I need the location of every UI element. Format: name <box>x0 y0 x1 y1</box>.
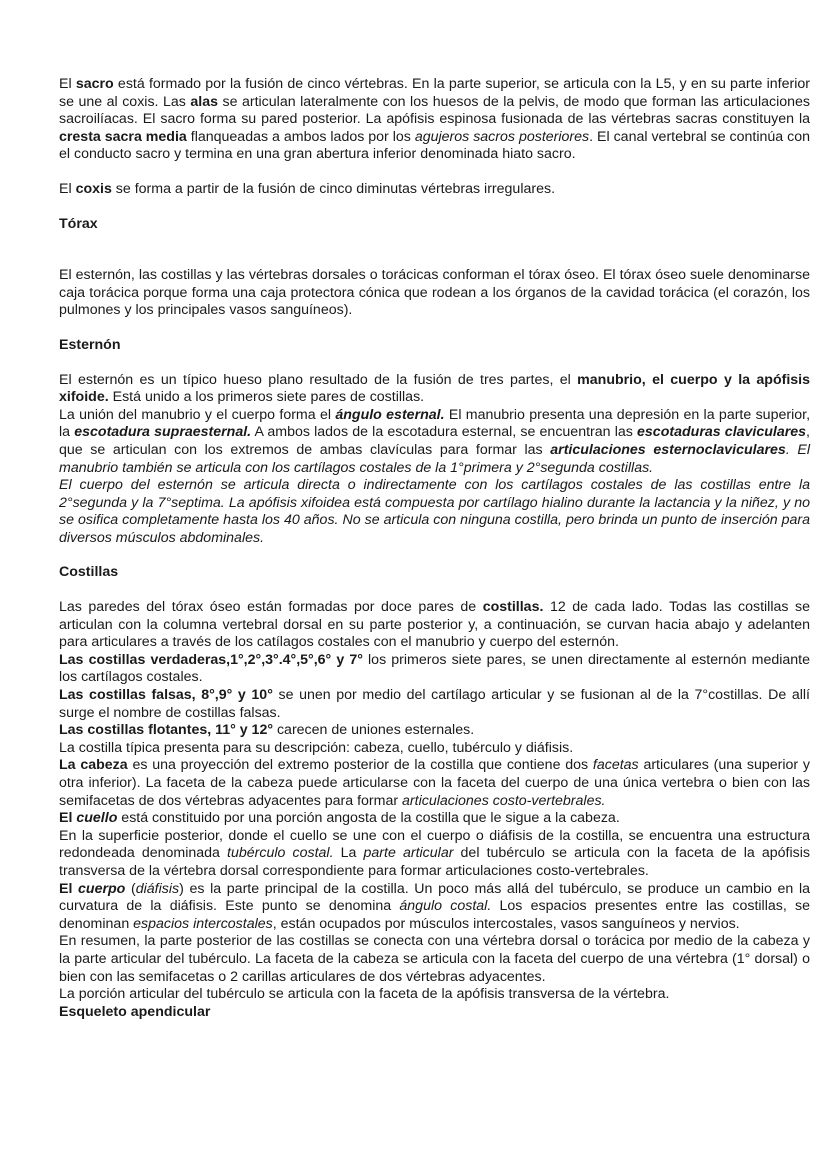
term-parte-articular: parte articular <box>363 845 454 862</box>
text: Está unido a los primeros siete pares de costillas. <box>108 389 425 406</box>
heading-esternon: Esternón <box>59 336 121 353</box>
term-costillas-flotantes: Las costillas flotantes, 11° y 12° <box>59 722 274 739</box>
text-bold: El <box>59 880 79 897</box>
text: está formado por la fusión de cinco vértebras. En la parte superior, se articula con la L5, y en su parte inferior se une al coxis. Las <box>59 76 810 110</box>
term-facetas: facetas <box>592 757 639 774</box>
paragraph-torax: El esternón, las costillas y las vértebras dorsales o torácicas conforman el tórax óseo. El tórax óseo suele denominarse caja torácica porque forma una caja protectora cónica que rodean a los órganos de la cavidad torácica (el corazón, los pulmones y los principales vasos sanguíneos). <box>59 267 810 319</box>
term-costillas: costillas. <box>482 599 544 616</box>
text: ( <box>125 880 136 897</box>
term-tuberculo-costal: tubérculo costal. <box>227 845 334 862</box>
term-coxis: coxis <box>75 180 112 197</box>
paragraph-cuerpo <box>59 881 810 934</box>
term-costillas-falsas: Las costillas falsas, 8°,9° y 10° <box>59 687 273 704</box>
heading-torax: Tórax <box>59 215 98 232</box>
paragraph-esternon-3 <box>59 477 810 547</box>
text: 12 de cada lado. Todas las costillas se articulan con la columna vertebral dorsal en su parte posterior y, a continuación, se curvan hacia abajo y adelanten para articulares a través de los catílagos costales con el manubrio y cuerpo del esternón. <box>59 599 810 651</box>
term-agujeros-sacros: agujeros sacros posteriores <box>414 128 590 145</box>
term-cuerpo: cuerpo <box>78 880 126 897</box>
term-angulo-esternal: ángulo esternal. <box>335 406 445 423</box>
term-articulaciones-costo-vertebrales: articulaciones costo-vertebrales. <box>402 792 606 809</box>
term-cabeza: La cabeza <box>59 757 128 774</box>
term-diafisis: diáfisis <box>135 880 180 897</box>
text: se forma a partir de la fusión de cinco diminutas vértebras irregulares. <box>111 180 556 197</box>
term-partes-esternon: manubrio, el cuerpo y la apófisis xifoide. <box>59 371 810 406</box>
text: , que se articulan con los extremos de ambas clavículas para formar las <box>59 424 810 458</box>
paragraph-esternon-1 <box>59 372 810 407</box>
paragraph-resumen: En resumen, la parte posterior de las costillas se conecta con una vértebra dorsal o torácica por medio de la cabeza y la parte articular del tubérculo. La faceta de la cabeza se articula con la faceta del cuerpo de una vértebra (1° dorsal) o bien con las semifacetas o 2 carillas articulares de dos vértebras adyacentes. <box>59 933 810 985</box>
paragraph-cabeza <box>59 757 810 810</box>
term-angulo-costal: ángulo costal. <box>399 898 492 915</box>
paragraph-esternon-2 <box>59 407 810 477</box>
term-alas: alas <box>190 93 218 110</box>
term-costillas-verdaderas: Las costillas verdaderas,1°,2°,3°.4°,5°,6° y 7° <box>59 651 363 668</box>
paragraph-costillas-falsas <box>59 687 810 722</box>
text: En la superficie posterior, donde el cuello se une con el cuerpo o diáfisis de la costilla, se encuentra una estructura redondeada denominada <box>59 827 810 862</box>
text-italic: El cuerpo del esternón se articula directa o indirectamente con los cartílagos costales de las costillas entre la 2°segunda y la 7°septima. La apófisis xifoidea está compuesta por cartílago hialino durante la lactancia y la niñez, y no se osifica completamente hasta los 40 años. No se articula con ninguna costilla, pero brinda un punto de inserción para diversos músculos abdominales. <box>59 477 810 546</box>
text: Los espacios presentes entre las costillas, se denominan <box>59 898 810 932</box>
text: El esternón es un típico hueso plano resultado de la fusión de tres partes, el <box>59 371 578 388</box>
paragraph-costilla-tipica: La costilla típica presenta para su descripción: cabeza, cuello, tubérculo y diáfisis. <box>59 739 574 756</box>
text: es una proyección del extremo posterior de la costilla que contiene dos <box>127 757 593 774</box>
text-bold: El <box>59 810 77 827</box>
term-espacios-intercostales: espacios intercostales <box>133 915 273 932</box>
document-page <box>59 76 810 1021</box>
text: El manubrio presenta una depresión en la parte superior, la <box>59 406 811 441</box>
paragraph-coxis <box>59 181 810 199</box>
text: La <box>333 845 364 862</box>
text: se articulan lateralmente con los huesos de la pelvis, de modo que forman las articulaciones sacroilíacas. El sacro forma su pared posterior. La apófisis espinosa fusionada de las vértebras sacras constituyen la <box>59 93 810 128</box>
term-cresta-sacra-media: cresta sacra media <box>59 128 187 145</box>
paragraph-porcion-articular: La porción articular del tubérculo se articula con la faceta de la apófisis transversa de la vértebra. <box>59 986 670 1003</box>
text: ) es la parte principal de la costilla. Un poco más allá del tubérculo, se produce un cambio en la curvatura de la diáfisis. Este punto se denomina <box>59 880 810 915</box>
text: . El canal vertebral se continúa con el conducto sacro y termina en una gran abertura inferior denominada hiato sacro. <box>59 128 811 163</box>
text: El <box>59 76 76 92</box>
term-escotaduras-claviculares: escotaduras claviculares <box>637 424 807 441</box>
term-cuello: cuello <box>76 810 118 827</box>
term-articulaciones-esternoclaviculares: articulaciones esternoclaviculares <box>550 441 786 458</box>
paragraph-cuello <box>59 810 810 828</box>
text: articulares (una superior y otra inferior). La faceta de la cabeza puede articularse con la faceta del cuerpo de una única vertebra o bien con las semifacetas de dos vértebras adyacentes para formar <box>59 757 810 809</box>
heading-esqueleto-apendicular: Esqueleto apendicular <box>59 1003 211 1020</box>
text: los primeros siete pares, se unen directamente al esternón mediante los cartílagos costales. <box>59 651 810 686</box>
paragraph-tuberculo <box>59 828 810 881</box>
text: está constituido por una porción angosta de la costilla que le sigue a la cabeza. <box>117 810 620 827</box>
text: flanqueadas a ambos lados por los <box>186 128 415 145</box>
heading-costillas: Costillas <box>59 564 119 581</box>
text: La unión del manubrio y el cuerpo forma el <box>59 406 336 423</box>
term-escotadura-supraesternal: escotadura supraesternal. <box>74 424 252 441</box>
paragraph-costillas-verdaderas <box>59 652 810 687</box>
text: , están ocupados por músculos intercostales, vasos sanguíneos y nervios. <box>272 915 740 932</box>
text: del tubérculo se articula con la faceta de la apófisis transversa de la vértebra dorsal correspondiente para formar articulaciones costo-vertebrales. <box>59 845 810 879</box>
text: Las paredes del tórax óseo están formadas por doce pares de <box>59 599 483 616</box>
paragraph-sacro <box>59 76 810 164</box>
paragraph-costillas-1 <box>59 599 810 652</box>
text: se unen por medio del cartílago articular y se fusionan al de la 7°costillas. De allí surge el nombre de costillas falsas. <box>59 687 810 721</box>
text: A ambos lados de la escotadura esternal, se encuentran las <box>251 424 638 441</box>
paragraph-costillas-flotantes <box>59 722 810 740</box>
term-sacro: sacro <box>75 76 114 92</box>
text: carecen de uniones esternales. <box>273 722 475 739</box>
text: El <box>59 180 76 197</box>
text-italic: . El manubrio también se articula con los cartílagos costales de la 1°primera y 2°segunda costillas. <box>59 441 810 476</box>
